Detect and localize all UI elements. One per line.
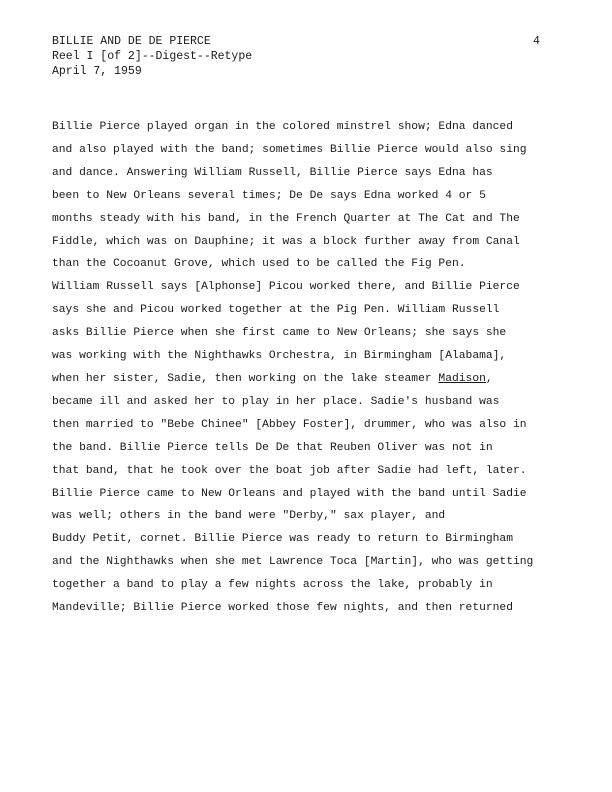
steamer-name: Madison <box>438 372 486 385</box>
body-line: Mandeville; Billie Pierce worked those few nights, and then returned <box>52 602 513 615</box>
body-line: became ill and asked her to play in her place. Sadie's husband was <box>52 395 500 408</box>
body-line: months steady with his band, in the French Quarter at The Cat and The <box>52 212 520 225</box>
transcript-body <box>52 116 562 620</box>
body-line: and dance. Answering William Russell, Billie Pierce says Edna has <box>52 166 493 179</box>
body-line: was working with the Nighthawks Orchestra, in Birmingham [Alabama], <box>52 350 507 363</box>
body-line: William Russell says [Alphonse] Picou worked there, and Billie Pierce <box>52 281 520 294</box>
body-line: then married to "Bebe Chinee" [Abbey Foster], drummer, who was also in <box>52 418 527 431</box>
body-line: Buddy Petit, cornet. Billie Pierce was ready to return to Birmingham <box>52 533 513 546</box>
body-line: the band. Billie Pierce tells De De that Reuben Oliver was not in <box>52 441 493 454</box>
body-line: that band, that he took over the boat job after Sadie had left, later. <box>52 464 527 477</box>
page-number: 4 <box>533 35 540 48</box>
body-line: was well; others in the band were "Derby," sax player, and <box>52 510 446 523</box>
document-header <box>52 34 252 79</box>
body-line: been to New Orleans several times; De De says Edna worked 4 or 5 <box>52 189 486 202</box>
body-line: asks Billie Pierce when she first came to New Orleans; she says she <box>52 327 507 340</box>
body-line: when her sister, Sadie, then working on the lake steamer Madison, <box>52 372 493 385</box>
interview-date: April 7, 1959 <box>52 65 142 78</box>
body-line: and the Nighthawks when she met Lawrence Toca [Martin], who was getting <box>52 556 534 569</box>
reel-info: Reel I [of 2]--Digest--Retype <box>52 50 253 63</box>
body-line: Fiddle, which was on Dauphine; it was a block further away from Canal <box>52 235 520 248</box>
body-line: Billie Pierce came to New Orleans and played with the band until Sadie <box>52 487 527 500</box>
body-line: together a band to play a few nights across the lake, probably in <box>52 579 493 592</box>
body-line: Billie Pierce played organ in the colored minstrel show; Edna danced <box>52 121 513 133</box>
body-line: and also played with the band; sometimes Billie Pierce would also sing <box>52 143 527 156</box>
body-line: than the Cocoanut Grove, which used to be called the Fig Pen. <box>52 258 466 271</box>
body-line: says she and Picou worked together at the Pig Pen. William Russell <box>52 304 500 317</box>
document-title: BILLIE AND DE DE PIERCE <box>52 35 211 48</box>
